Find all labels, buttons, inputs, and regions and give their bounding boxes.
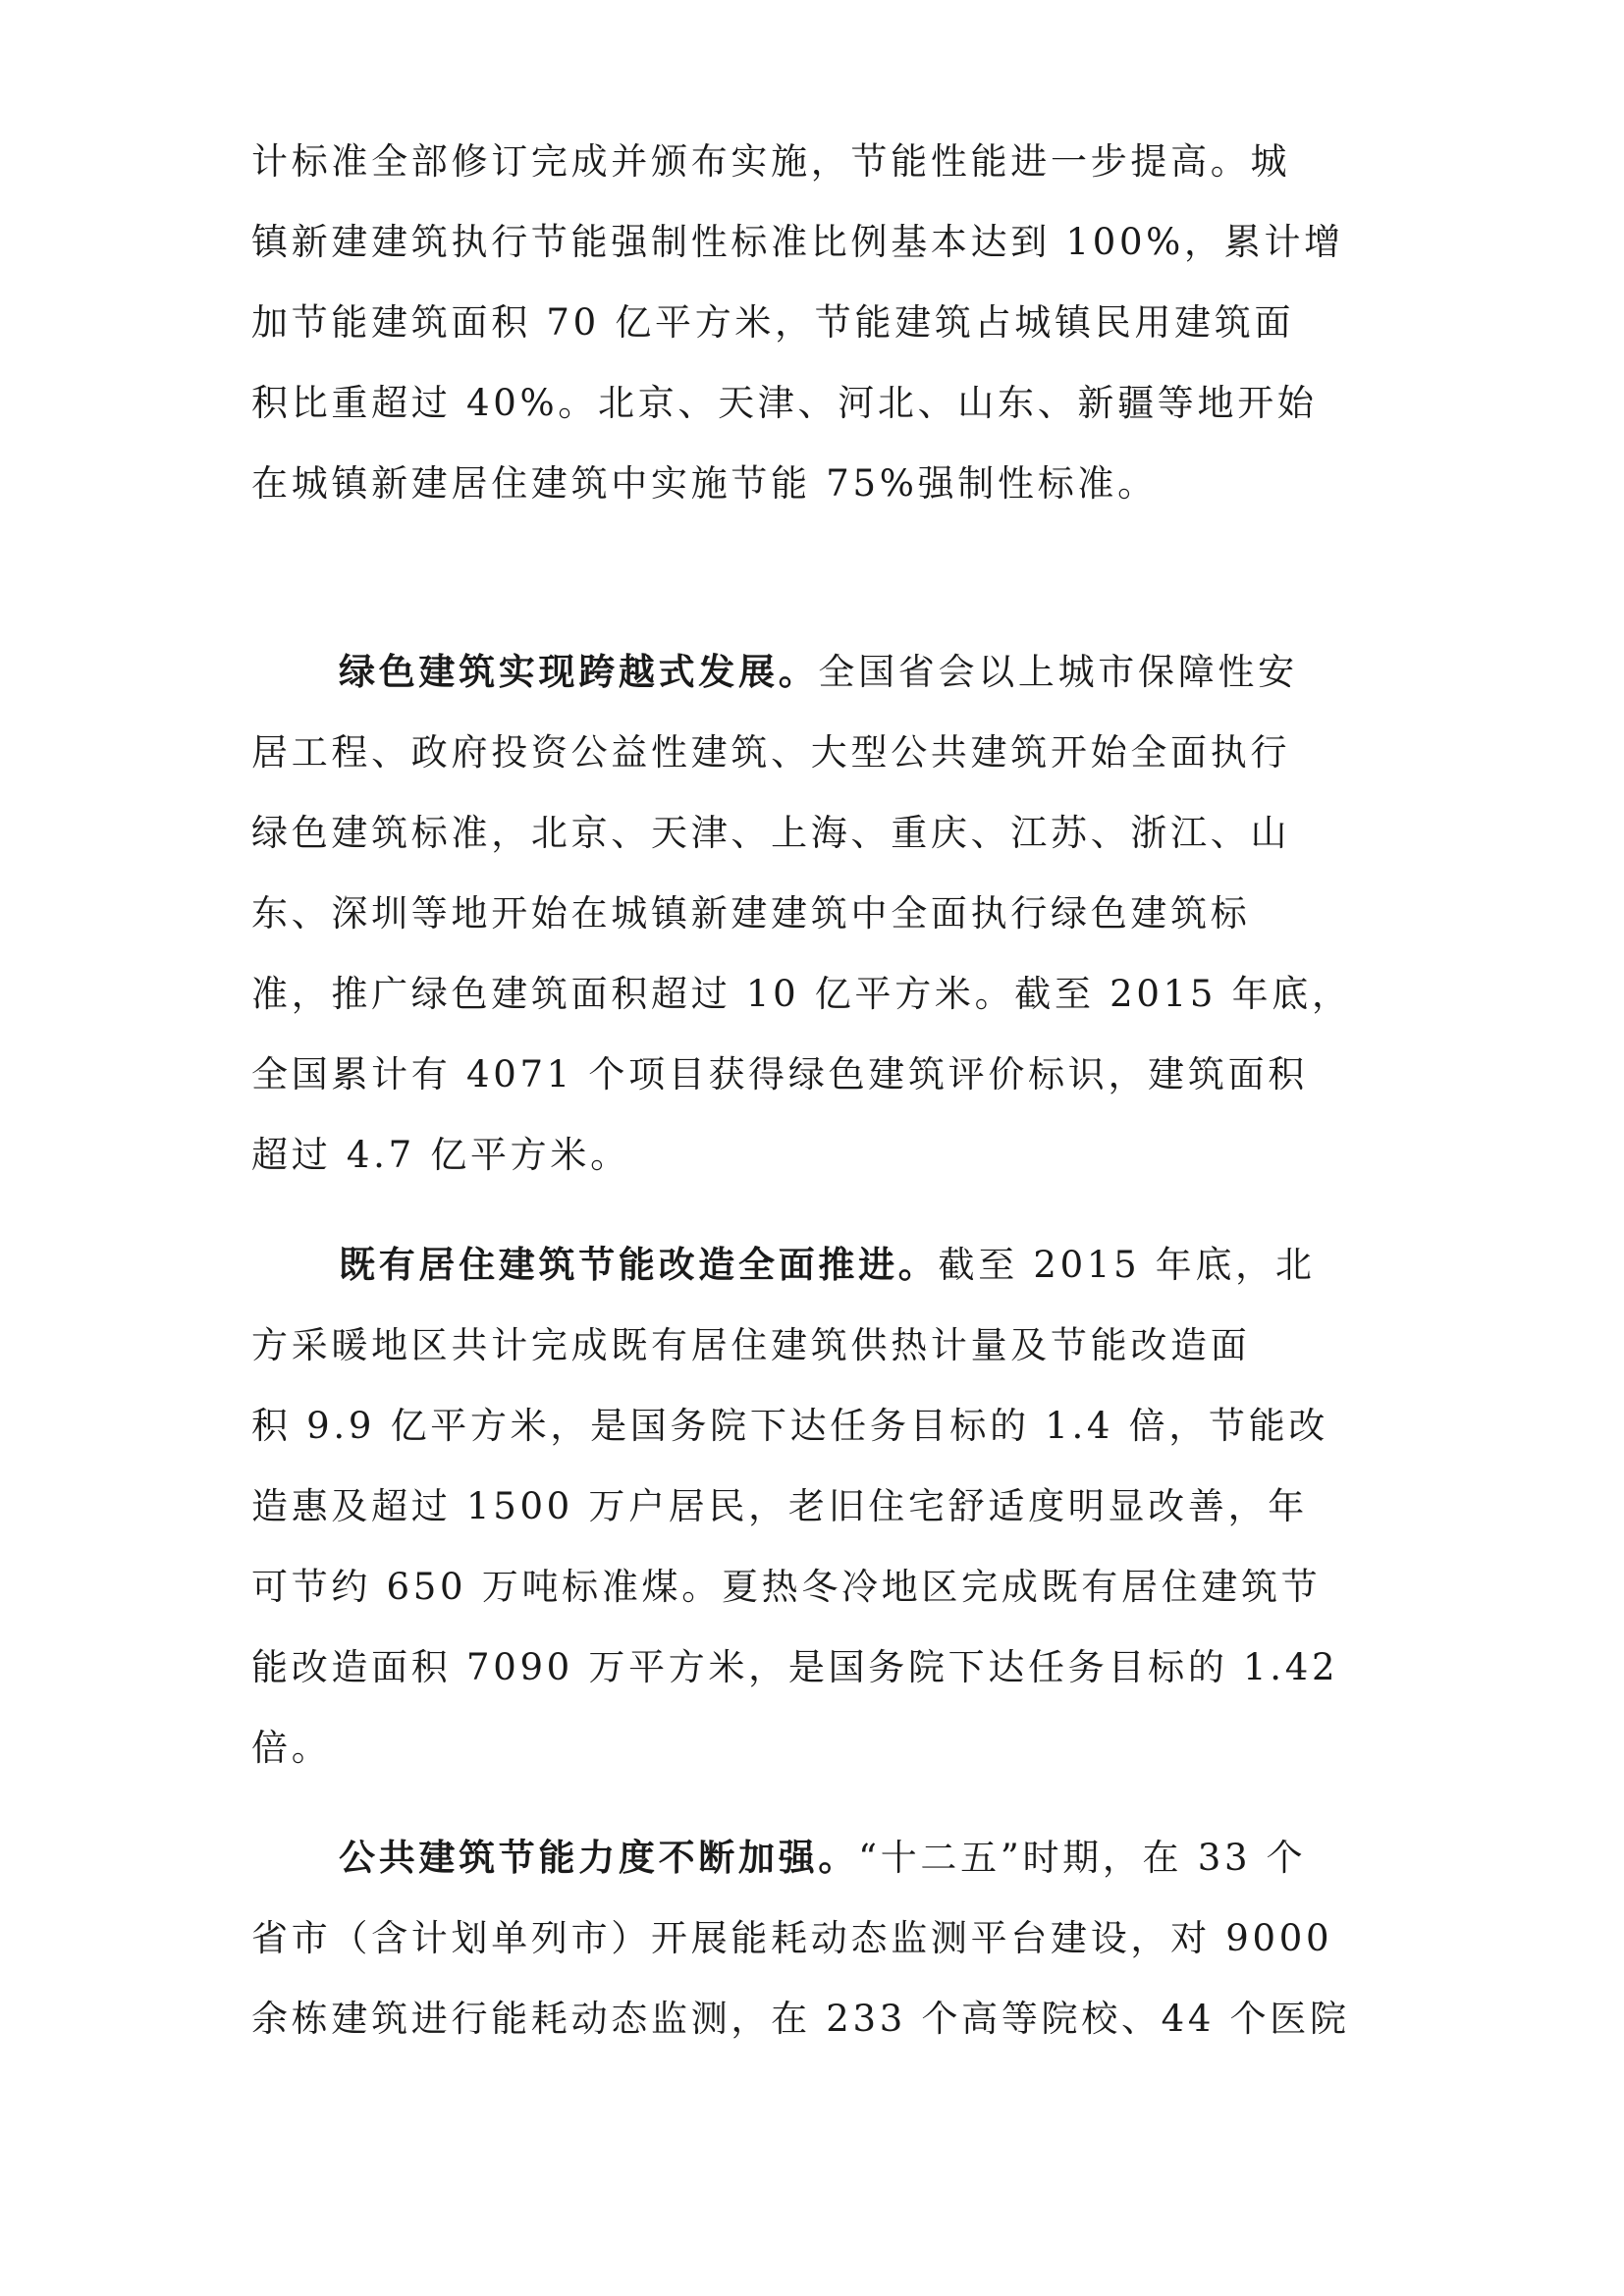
paragraph-1-line-3: 加节能建筑面积 70 亿平方米，节能建筑占城镇民用建筑面 (251, 301, 1295, 344)
paragraph-1-line-2: 镇新建建筑执行节能强制性标准比例基本达到 100%，累计增 (251, 221, 1344, 263)
paragraph-3-line-6: 能改造面积 7090 万平方米，是国务院下达任务目标的 1.42 (251, 1646, 1339, 1688)
paragraph-1-line-5: 在城镇新建居住建筑中实施节能 75%强制性标准。 (251, 462, 1158, 505)
paragraph-2-line-5: 准，推广绿色建筑面积超过 10 亿平方米。截至 2015 年底， (251, 973, 1352, 1015)
paragraph-2-line-3: 绿色建筑标准，北京、天津、上海、重庆、江苏、浙江、山 (251, 812, 1291, 854)
paragraph-1-line-1: 计标准全部修订完成并颁布实施，节能性能进一步提高。城 (251, 140, 1291, 183)
paragraph-3-first-line (339, 1225, 1316, 1306)
paragraph-2-first-line (339, 632, 1298, 713)
paragraph-3-line-4: 造惠及超过 1500 万户居民，老旧住宅舒适度明显改善，年 (251, 1485, 1308, 1527)
paragraph-3-line-7: 倍。 (251, 1727, 332, 1769)
paragraph-2-heading: 绿色建筑实现跨越式发展。 (339, 651, 819, 693)
paragraph-3-line-3: 积 9.9 亿平方米，是国务院下达任务目标的 1.4 倍，节能改 (251, 1405, 1329, 1447)
paragraph-4-first-line-text: “十二五”时期，在 33 个 (858, 1837, 1307, 1879)
paragraph-3-first-line-text: 截至 2015 年底，北 (938, 1244, 1316, 1286)
paragraph-4-line-3: 余栋建筑进行能耗动态监测，在 233 个高等院校、44 个医院 (251, 1998, 1350, 2040)
paragraph-2-line-7: 超过 4.7 亿平方米。 (251, 1134, 630, 1176)
paragraph-2-line-2: 居工程、政府投资公益性建筑、大型公共建筑开始全面执行 (251, 731, 1291, 774)
paragraph-4-line-2: 省市（含计划单列市）开展能耗动态监测平台建设，对 9000 (251, 1917, 1333, 1959)
paragraph-2-line-6: 全国累计有 4071 个项目获得绿色建筑评价标识，建筑面积 (251, 1053, 1308, 1095)
paragraph-2-line-4: 东、深圳等地开始在城镇新建建筑中全面执行绿色建筑标 (251, 892, 1251, 934)
paragraph-3-heading: 既有居住建筑节能改造全面推进。 (339, 1244, 939, 1286)
paragraph-1-line-4: 积比重超过 40%。北京、天津、河北、山东、新疆等地开始 (251, 382, 1318, 424)
paragraph-4-first-line (339, 1818, 1306, 1898)
paragraph-2-first-line-text: 全国省会以上城市保障性安 (818, 651, 1298, 693)
paragraph-3-line-5: 可节约 650 万吨标准煤。夏热冬冷地区完成既有居住建筑节 (251, 1566, 1322, 1608)
paragraph-4-heading: 公共建筑节能力度不断加强。 (339, 1837, 859, 1879)
paragraph-3-line-2: 方采暖地区共计完成既有居住建筑供热计量及节能改造面 (251, 1324, 1251, 1366)
